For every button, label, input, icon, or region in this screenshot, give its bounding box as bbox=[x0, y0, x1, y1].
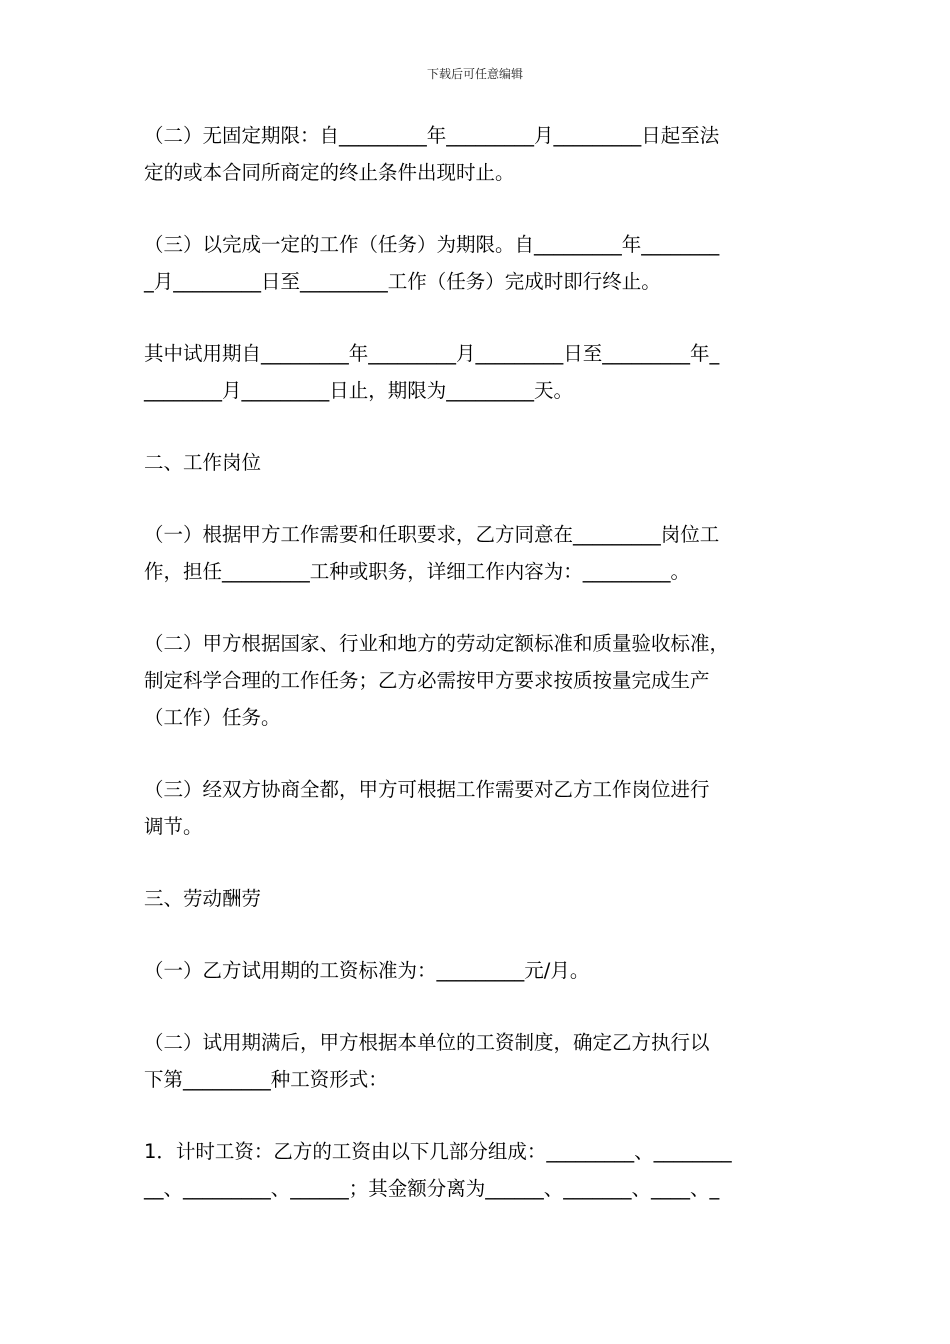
text-line: （二）试用期满后，甲方根据本单位的工资制度，确定乙方执行以 bbox=[144, 1031, 710, 1054]
text-line: 制定科学合理的工作任务；乙方必需按甲方要求按质按量完成生产 bbox=[144, 669, 710, 692]
text-line: （三）以完成一定的工作（任务）为期限。自_________年________ bbox=[144, 233, 720, 256]
text-line: （一）乙方试用期的工资标准为：_________元/月。 bbox=[144, 959, 590, 982]
text-line: ________月_________日止，期限为_________天。 bbox=[144, 379, 574, 402]
text-line: （二）无固定期限：自_________年_________月_________日起至法 bbox=[144, 124, 720, 147]
paragraph-position-adjustment bbox=[144, 771, 814, 845]
section-heading-remuneration bbox=[144, 880, 814, 917]
paragraph-probation-wage bbox=[144, 952, 814, 989]
paragraph-probation bbox=[144, 335, 814, 409]
text-line: 二、工作岗位 bbox=[144, 451, 262, 474]
document-body bbox=[144, 117, 814, 1207]
text-line: （一）根据甲方工作需要和任职要求，乙方同意在_________岗位工 bbox=[144, 523, 720, 546]
paragraph-position-assignment bbox=[144, 516, 814, 590]
page-header: 下载后可任意编辑 bbox=[426, 67, 523, 81]
paragraph-term-task bbox=[144, 226, 814, 300]
text-line: __、_________、______；其金额分离为______、_______、____、_ bbox=[144, 1177, 720, 1200]
paragraph-time-wage bbox=[144, 1133, 814, 1207]
paragraph-work-tasks bbox=[144, 625, 814, 736]
text-line: 三、劳动酬劳 bbox=[144, 887, 262, 910]
text-line: 调节。 bbox=[144, 815, 203, 838]
text-line: （三）经双方协商全都，甲方可根据工作需要对乙方工作岗位进行 bbox=[144, 778, 710, 801]
text-line: 下第_________种工资形式： bbox=[144, 1068, 388, 1091]
text-line: 定的或本合同所商定的终止条件出现时止。 bbox=[144, 161, 515, 184]
text-line: _月_________日至_________工作（任务）完成时即行终止。 bbox=[144, 270, 661, 293]
text-line: 1．计时工资：乙方的工资由以下几部分组成：_________、________ bbox=[144, 1140, 732, 1163]
section-heading-work-position bbox=[144, 444, 814, 481]
paragraph-wage-form bbox=[144, 1024, 814, 1098]
text-line: 作，担任_________工种或职务，详细工作内容为：_________。 bbox=[144, 560, 691, 583]
paragraph-term-indefinite bbox=[144, 117, 814, 191]
text-line: 其中试用期自_________年_________月_________日至_________年_ bbox=[144, 342, 720, 365]
text-line: （二）甲方根据国家、行业和地方的劳动定额标准和质量验收标准， bbox=[144, 632, 730, 655]
text-line: （工作）任务。 bbox=[144, 706, 281, 729]
